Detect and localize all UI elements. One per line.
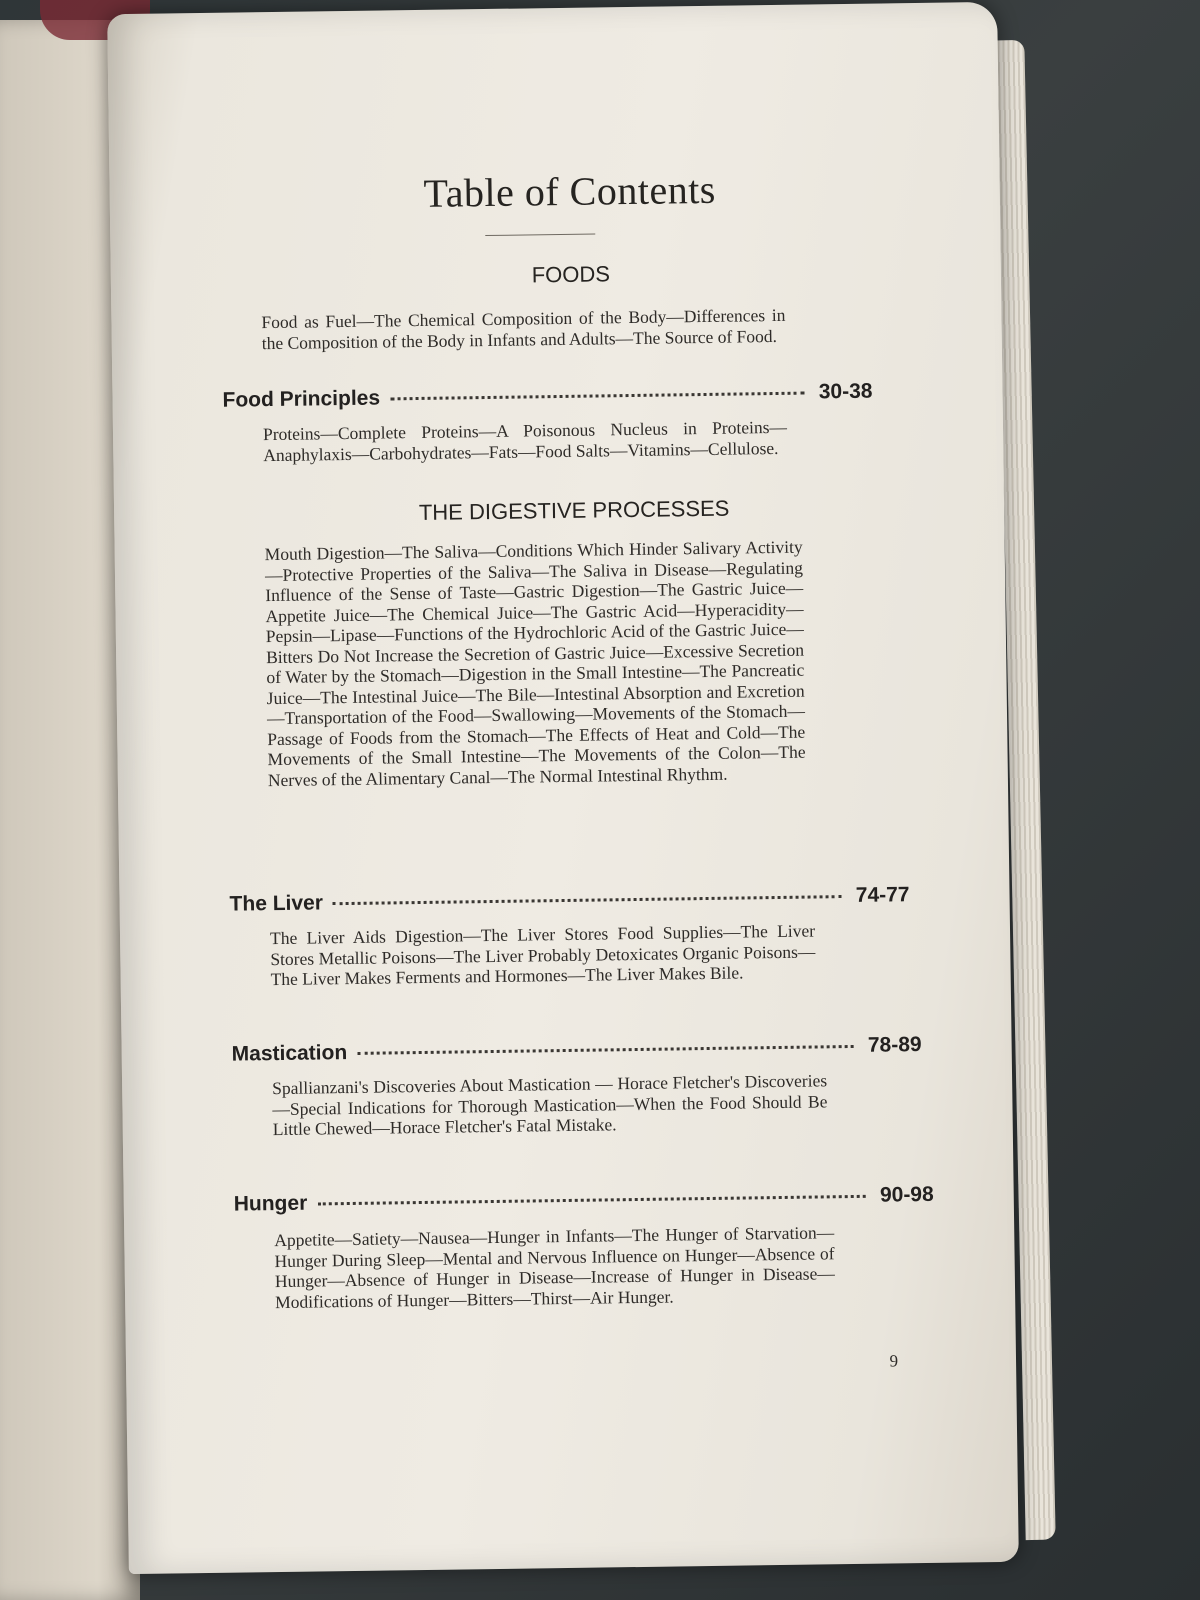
entry-summary-hunger: Appetite—Satiety—Nausea—Hunger in Infants—The Hunger of Starvation—Hunger During Sleep—Mental and Nervous Influence on Hunger—Absence of Hunger—Absence of Hunger in Disease—Increase of Hunger in Disease—Modifications of Hunger—Bitters—Thirst—Air Hunger. [274, 1222, 835, 1312]
entry-pages: 90-98 [879, 1182, 934, 1207]
toc-entry-food-principles[interactable] [222, 380, 872, 413]
book-page [107, 2, 1019, 1574]
entry-label: The Liver [229, 891, 324, 916]
dot-leader [317, 1195, 865, 1206]
dot-leader [357, 1045, 853, 1055]
toc-entry-hunger[interactable] [234, 1183, 934, 1217]
dot-leader [390, 392, 804, 401]
entry-label: Food Principles [222, 386, 381, 412]
entry-summary-mastication: Spallianzani's Discoveries About Mastication — Horace Fletcher's Discoveries—Special Indications for Thorough Mastication—When the Food Should Be Little Chewed—Horace Fletcher's Fatal Mistake. [272, 1070, 828, 1140]
section-heading-foods: FOODS [531, 261, 611, 288]
dot-leader [333, 895, 842, 905]
toc-content [207, 3, 948, 1553]
entry-pages: 78-89 [867, 1033, 922, 1057]
page-number: 9 [889, 1351, 899, 1371]
entry-label: Mastication [231, 1041, 348, 1066]
entry-summary-the-liver: The Liver Aids Digestion—The Liver Stores Food Supplies—The Liver Stores Metallic Poisons—The Liver Probably Detoxicates Organic Poisons—The Liver Makes Ferments and Hormones—The Liver Makes Bile. [269, 920, 816, 990]
section-heading-digestive-processes: THE DIGESTIVE PROCESSES [418, 495, 730, 525]
title-rule [485, 233, 595, 236]
entry-label: Hunger [233, 1191, 308, 1216]
entry-pages: 30-38 [818, 379, 873, 404]
section-intro-digestive-processes: Mouth Digestion—The Saliva—Conditions Which Hinder Salivary Activity—Protective Properties of the Saliva—The Saliva in Disease—Regulating Influence of the Sense of Taste—Gastric Digestion—The Gastric Juice—Appetite Juice—The Chemical Juice—The Gastric Acid—Hyperacidity—Pepsin—Lipase—Functions of the Hydrochloric Acid of the Gastric Juice—Bitters Do Not Increase the Secretion of Gastric Juice—Excessive Secretion of Water by the Stomach—Digestion in the Small Intestine—The Pancreatic Juice—The Intestinal Juice—The Bile—Intestinal Absorption and Excretion—Transportation of the Food—Swallowing—Movements of the Stomach—Passage of Foods from the Stomach—The Effects of Heat and Cold—The Movements of the Small Intestine—The Movements of the Colon—The Nerves of the Alimentary Canal—The Normal Intestinal Rhythm. [264, 536, 806, 790]
entry-summary-food-principles: Proteins—Complete Proteins—A Poisonous Nucleus in Proteins—Anaphylaxis—Carbohydrates—Fats—Food Salts—Vitamins—Cellulose. [262, 416, 788, 465]
toc-entry-the-liver[interactable] [229, 883, 909, 916]
page-title: Table of Contents [423, 166, 717, 216]
section-intro-foods: Food as Fuel—The Chemical Composition of the Body—Differences in the Composition of the Body in Infants and Adults—The Source of Food. [261, 304, 786, 353]
entry-pages: 74-77 [855, 883, 910, 907]
toc-entry-mastication[interactable] [232, 1033, 922, 1067]
